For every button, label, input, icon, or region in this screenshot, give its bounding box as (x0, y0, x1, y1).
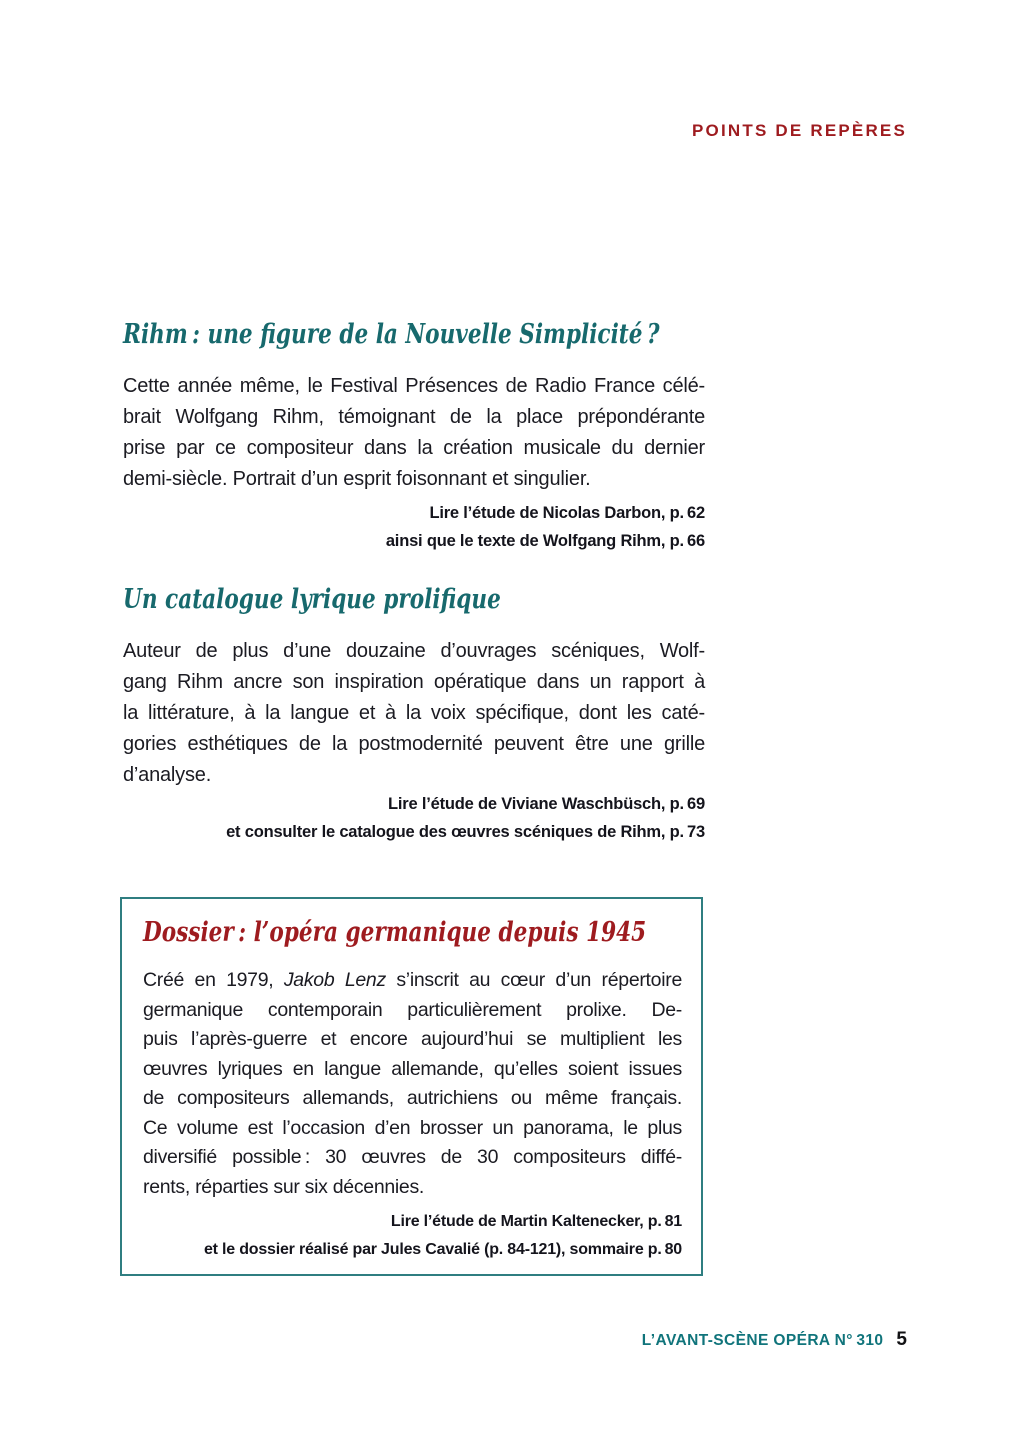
paragraph-line: œuvres lyriques en langue allemande, qu’elles soient issues (143, 1057, 682, 1080)
section-references (123, 499, 705, 555)
reference-line: et consulter le catalogue des œuvres scéniques de Rihm, p. 73 (226, 823, 705, 841)
paragraph-line: de compositeurs allemands, autrichiens ou même français. (143, 1087, 682, 1109)
paragraph-line: demi-siècle. Portrait d’un esprit foisonnant et singulier. (123, 468, 591, 490)
paragraph-line: brait Wolfgang Rihm, témoignant de la place prépondérante (123, 406, 705, 428)
section-heading: Un catalogue lyrique prolifique (123, 584, 501, 615)
dossier-paragraph (143, 966, 682, 1202)
paragraph-line: gang Rihm ancre son inspiration opératique dans un rapport à (123, 671, 705, 693)
page-number: 5 (896, 1329, 907, 1350)
section-paragraph (123, 371, 705, 495)
reference-line: Lire l’étude de Martin Kaltenecker, p. 81 (390, 1213, 682, 1230)
paragraph-line: germanique contemporain particulièrement prolixe. De- (143, 998, 682, 1021)
paragraph-line: prise par ce compositeur dans la création musicale du dernier (123, 437, 705, 459)
footer (642, 1329, 907, 1351)
paragraph-line: rents, réparties sur six décennies. (143, 1175, 425, 1198)
paragraph-line: gories esthétiques de la postmodernité peuvent être une grille (123, 733, 705, 755)
dossier-box (120, 897, 703, 1276)
paragraph-line: Ce volume est l’occasion d’en brosser un panorama, le plus (143, 1116, 682, 1139)
paragraph-line: Auteur de plus d’une douzaine d’ouvrages scéniques, Wolf- (123, 640, 705, 662)
paragraph-line: diversifié possible : 30 œuvres de 30 compositeurs diffé- (143, 1146, 682, 1168)
journal-title: L’AVANT-SCÈNE OPÉRA N° 310 (641, 1332, 884, 1349)
reference-line: ainsi que le texte de Wolfgang Rihm, p. 66 (385, 532, 705, 550)
paragraph-line: la littérature, à la langue et à la voix spécifique, dont les caté- (123, 702, 705, 724)
dossier-heading: Dossier : l’opéra germanique depuis 1945 (143, 917, 647, 948)
section-references (123, 790, 705, 846)
reference-line: Lire l’étude de Viviane Waschbüsch, p. 69 (388, 795, 705, 813)
paragraph-line: Créé en 1979, Jakob Lenz s’inscrit au cœur d’un répertoire (143, 969, 682, 991)
reference-line: et le dossier réalisé par Jules Cavalié (p. 84-121), sommaire p. 80 (203, 1241, 682, 1258)
paragraph-line: d’analyse. (123, 764, 212, 786)
section-heading: Rihm : une figure de la Nouvelle Simplicité ? (123, 319, 660, 350)
rubric-header: POINTS DE REPÈRES (692, 121, 907, 140)
reference-line: Lire l’étude de Nicolas Darbon, p. 62 (429, 504, 705, 522)
section-paragraph (123, 636, 705, 791)
paragraph-line: Cette année même, le Festival Présences de Radio France célé- (123, 375, 705, 397)
dossier-references (143, 1208, 682, 1264)
paragraph-line: puis l’après-guerre et encore aujourd’hui se multiplient les (143, 1028, 682, 1050)
